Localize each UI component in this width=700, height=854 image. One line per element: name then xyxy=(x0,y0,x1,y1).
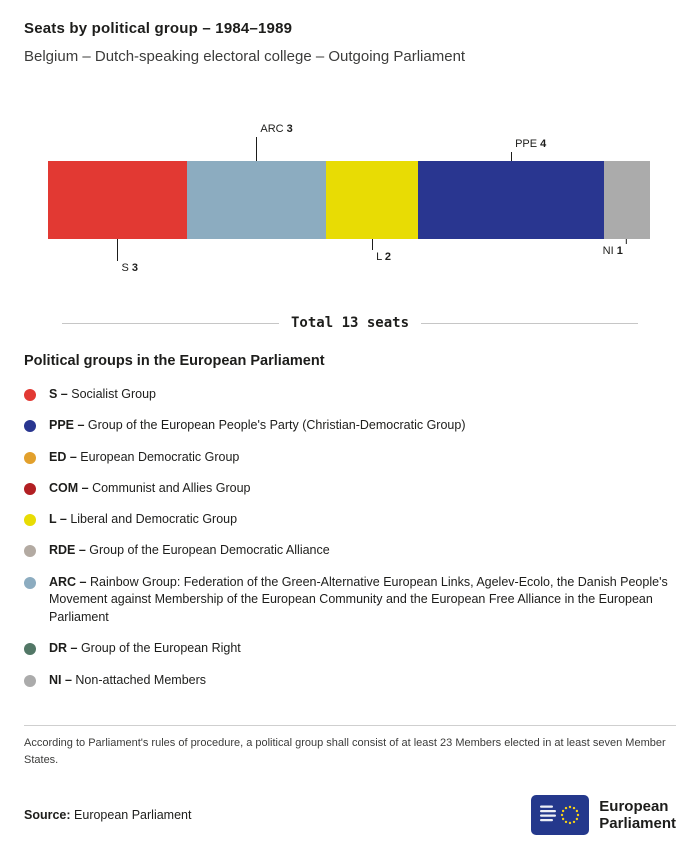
legend-item-dr xyxy=(24,640,672,658)
bar-callout-label: ARC 3 xyxy=(260,123,293,135)
legend-label-ppe: PPE – Group of the European People's Party (Christian-Democratic Group) xyxy=(49,418,466,433)
legend-item-ppe xyxy=(24,417,672,435)
bar-callout-label: S 3 xyxy=(121,262,138,274)
european-parliament-logo xyxy=(531,795,676,835)
bar-callout-tick xyxy=(117,239,118,261)
legend-label-dr: DR – Group of the European Right xyxy=(49,641,241,656)
bar-callout-ppe xyxy=(511,138,546,161)
bar-segment-ni[interactable] xyxy=(604,161,650,239)
legend-heading: Political groups in the European Parliament xyxy=(24,353,325,369)
bar-segment-arc[interactable] xyxy=(187,161,326,239)
legend-dot-s xyxy=(24,389,36,401)
total-rule-left xyxy=(62,323,279,324)
total-seats-row xyxy=(62,315,638,331)
legend-label-s: S – Socialist Group xyxy=(49,387,157,401)
legend-item-s xyxy=(24,386,672,404)
bar-segment-l[interactable] xyxy=(326,161,419,239)
seats-chart xyxy=(48,109,650,287)
legend-label-ni: NI – Non-attached Members xyxy=(49,672,207,687)
source-text xyxy=(24,808,191,822)
legend-item-arc xyxy=(24,574,672,627)
source-row xyxy=(24,795,676,835)
footer-divider xyxy=(24,725,676,726)
legend-item-rde xyxy=(24,542,672,560)
bar-segment-ppe[interactable] xyxy=(418,161,603,239)
legend-item-ed xyxy=(24,449,672,467)
legend-dot-dr xyxy=(24,643,36,655)
legend-label-rde: RDE – Group of the European Democratic Alliance xyxy=(49,543,330,558)
bar-segment-s[interactable] xyxy=(48,161,187,239)
bar-callout-arc xyxy=(256,123,292,161)
total-rule-right xyxy=(421,323,638,324)
bar-callout-label: PPE 4 xyxy=(515,138,547,150)
bar-callout-s xyxy=(117,239,138,276)
legend-label-ed: ED – European Democratic Group xyxy=(49,449,240,464)
eu-flag-icon xyxy=(531,795,589,835)
legend-dot-rde xyxy=(24,545,36,557)
legend-dot-com xyxy=(24,483,36,495)
legend-dot-ppe xyxy=(24,420,36,432)
legend-label-l: L – Liberal and Democratic Group xyxy=(49,512,238,526)
bar-callout-tick xyxy=(511,152,512,161)
legend-dot-l xyxy=(24,514,36,526)
logo-text-line1: European xyxy=(599,797,669,815)
bar-callout-tick xyxy=(256,137,257,161)
total-seats-label: Total 13 seats xyxy=(291,315,410,331)
bar-callout-label: NI 1 xyxy=(602,245,623,257)
legend-list xyxy=(24,386,676,689)
page-title: Seats by political group – 1984–1989 xyxy=(24,20,293,37)
bar-callout-ni xyxy=(603,239,627,257)
legend-dot-arc xyxy=(24,577,36,589)
logo-text-line2: Parliament xyxy=(599,815,676,833)
footnote: According to Parliament's rules of procedure, a political group shall consist of at least 23 Members elected in at least seven Member States. xyxy=(24,737,666,767)
legend-item-com xyxy=(24,480,672,498)
stacked-bar xyxy=(48,161,650,239)
legend-label-com: COM – Communist and Allies Group xyxy=(49,480,251,495)
source-label: Source: xyxy=(24,808,71,823)
logo-text xyxy=(599,798,676,833)
source-value: European Parliament xyxy=(74,808,192,823)
bar-callout-l xyxy=(372,239,391,265)
legend-item-ni xyxy=(24,672,672,690)
legend-dot-ed xyxy=(24,452,36,464)
bar-callout-label: L 2 xyxy=(376,251,392,263)
legend-label-arc: ARC – Rainbow Group: Federation of the Green-Alternative European Links, Agelev-Ecolo, the Danish People's Movement against Membership of the European Community and the European Free Alliance in the European Parliament xyxy=(49,574,668,624)
legend-dot-ni xyxy=(24,675,36,687)
bar-callout-tick xyxy=(372,239,373,250)
page-subtitle: Belgium – Dutch-speaking electoral college – Outgoing Parliament xyxy=(24,48,466,65)
legend-item-l xyxy=(24,511,672,529)
